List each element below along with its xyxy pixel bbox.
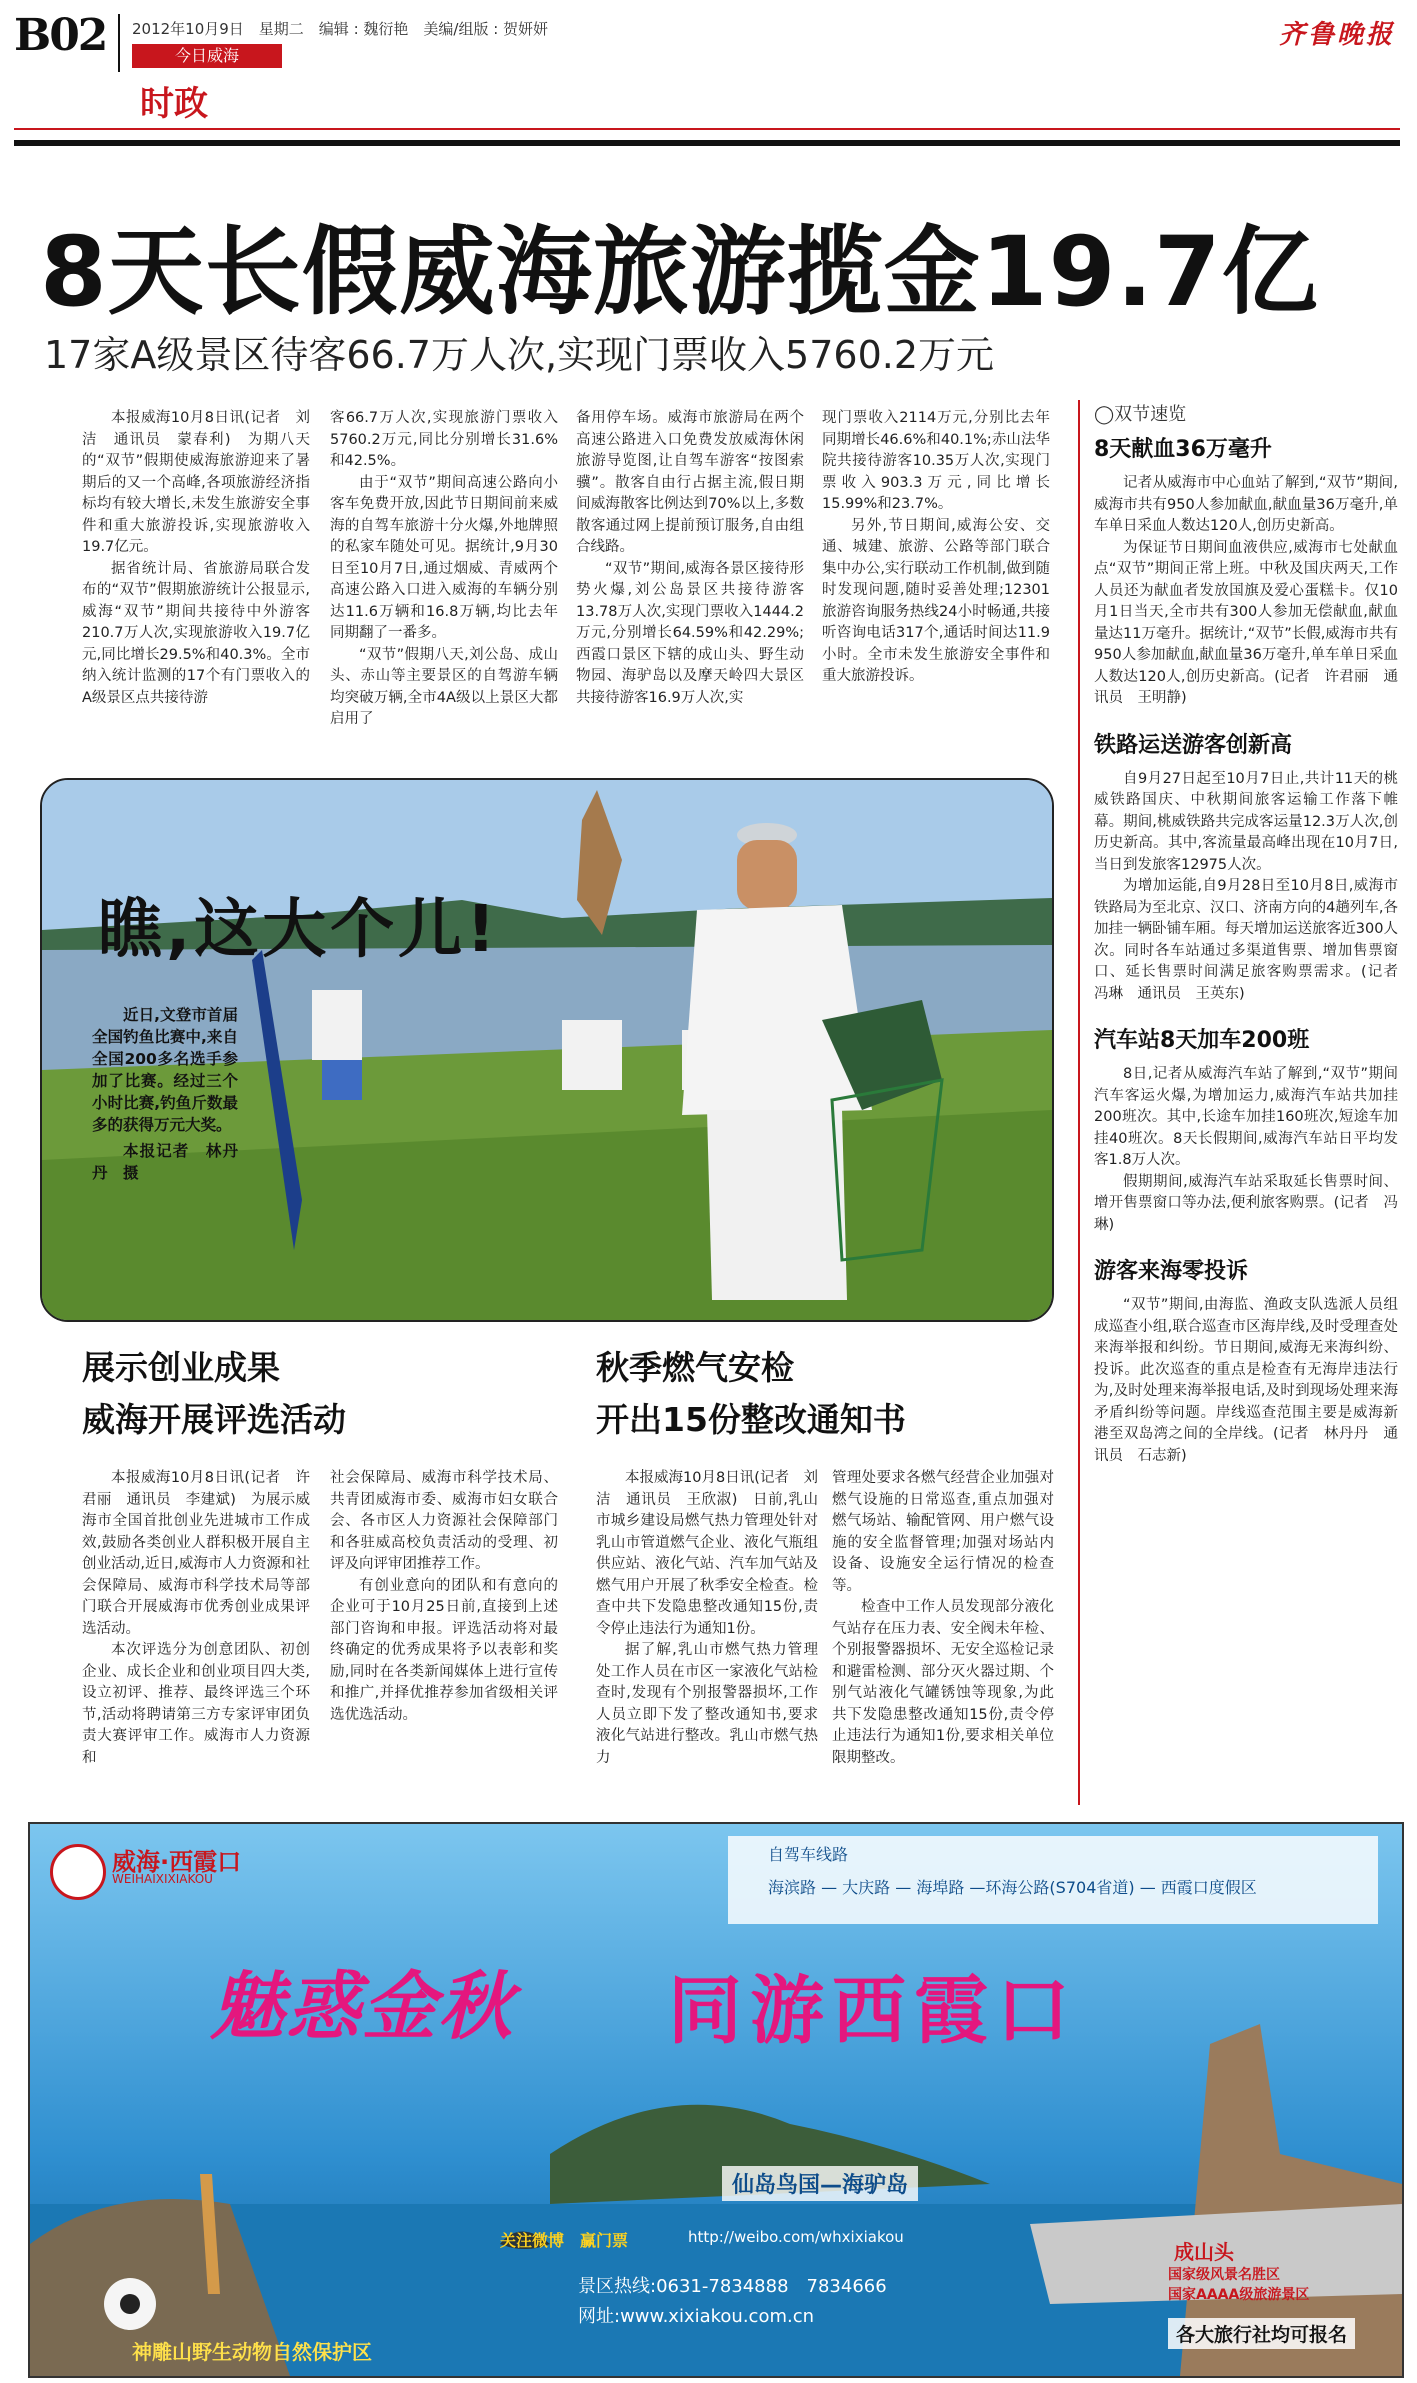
story-b-title-line-2: 开出15份整改通知书 — [596, 1400, 906, 1439]
header-rule — [14, 140, 1400, 146]
brief-text — [1094, 473, 1398, 710]
paragraph: 社会保障局、威海市科学技术局、共青团威海市委、威海市妇女联合会、各市区人力资源社会保障部门和各驻威高校负责活动的受理、初评及向评审团推荐工作。 — [330, 1470, 558, 1572]
photo-caption — [92, 1004, 238, 1184]
brief-title: 铁路运送游客创新高 — [1094, 732, 1293, 758]
brief-title: 游客来海零投诉 — [1094, 1259, 1249, 1284]
ad-agencies: 各大旅行社均可报名 — [1168, 2318, 1355, 2349]
ad-brand-block — [50, 1840, 340, 1896]
ad-slogan-2: 同游西霞口 — [668, 1968, 1078, 2054]
lead-column-3 — [576, 408, 804, 709]
brief-text — [1094, 769, 1413, 1006]
paragraph: “双节”假期八天,刘公岛、成山头、赤山等主要景区的自驾游车辆均突破万辆,全市4A级以上景区大都启用了 — [330, 646, 558, 727]
ad-route-text: 海滨路 — 大庆路 — 海埠路 —环海公路(S704省道) — 西霞口度假区 — [768, 1878, 1257, 1897]
ad-chengshan-line-1: 国家级风景名胜区 — [1168, 2267, 1280, 2283]
brief-title: 8天献血36万毫升 — [1094, 437, 1272, 462]
paragraph: “双节”期间,由海监、渔政支队选派人员组成巡查小组,联合巡查市区海岸线,及时受理查处来海举报和纠纷。节日期间,威海无来海纠纷、投诉。此次巡查的重点是检查有无海岸违法行为,及时处理来海举报电话,及时到现场处理来海矛盾纠纷等问题。岸线巡查范围主要是威海新港至双岛湾之间的全岸线。(记者 林丹丹 通讯员 石志新) — [1094, 1297, 1398, 1464]
paragraph: 为保证节日期间血液供应,威海市七处献血点“双节”期间正常上班。中秋及国庆两天,工作人员还为献血者发放国旗及爱心蛋糕卡。仅10月1日当天,全市共有300人参加无偿献血,献血量达11万毫升。据统计,“双节”长假,威海市共有950人参加献血,献血量36万毫升,单车单日采血人数达120人,创历史新高。(记者 许君丽 通讯员 王明静) — [1094, 539, 1398, 706]
ad-weibo-label: 关注微博 赢门票 — [500, 2231, 629, 2250]
xixiakou-logo-icon — [50, 1844, 106, 1900]
ad-chengshan-line-2: 国家AAAA级旅游景区 — [1168, 2287, 1310, 2303]
brief-item — [1080, 728, 1413, 1006]
story-b-title — [596, 1342, 906, 1446]
paragraph: 本报威海10月8日讯(记者 许君丽 通讯员 李建斌) 为展示威海市全国首批创业先进城市工作成效,鼓励各类创业人群积极开展自主创业活动,近日,威海市人力资源和社会保障局、威海市科学技术局等部门联合开展威海市优秀创业成果评选活动。 — [82, 1470, 310, 1637]
ad-chengshan: 成山头 — [1174, 2240, 1234, 2264]
edition-meta: 2012年10月9日 星期二 编辑 : 魏衍艳 美编/组版 : 贺妍妍 — [132, 20, 549, 38]
story-b-column-2 — [832, 1468, 1054, 1769]
story-a-column-1 — [82, 1468, 310, 1769]
paragraph: 本报威海10月8日讯(记者 刘洁 通讯员 王欣淑) 日前,乳山市城乡建设局燃气热力管理处针对乳山市管道燃气企业、液化气瓶组供应站、液化气站、汽车加气站及燃气用户开展了秋季安全检查。检查中共下发隐患整改通知15份,责令停止违法行为通知1份。 — [596, 1470, 818, 1637]
news-brief-rail — [1078, 400, 1413, 1805]
story-a-title — [82, 1342, 346, 1446]
paragraph: 另外,节日期间,威海公安、交通、城建、旅游、公路等部门联合集中办公,实行联动工作机制,做到随时发现问题,随时妥善处理;12301旅游咨询服务热线24小时畅通,共接听咨询电话317个,通话时间达11.9小时。全市未发生旅游安全事件和重大旅游投诉。 — [822, 517, 1050, 684]
brief-item — [1080, 432, 1398, 710]
brief-text — [1094, 1064, 1398, 1236]
paragraph: 自9月27日起至10月7日止,共计11天的桃威铁路国庆、中秋期间旅客运输工作落下帷幕。期间,桃威铁路共完成客运量12.3万人次,创历史新高。其中,客流量最高峰出现在10月7日,当日到发旅客12975人次。 — [1094, 770, 1398, 873]
ad-brand-latin: WEIHAIXIXIAKOU — [112, 1872, 213, 1886]
photo-credit: 本报记者 林丹丹 摄 — [92, 1142, 238, 1182]
ad-route-title: 自驾车线路 — [768, 1845, 849, 1864]
story-a-title-line-2: 威海开展评选活动 — [82, 1400, 346, 1439]
lead-column-2 — [330, 408, 558, 731]
ad-weibo-link[interactable]: http://weibo.com/whxixiakou — [688, 2228, 904, 2246]
ad-route-box — [728, 1836, 1378, 1924]
paragraph: 现门票收入2114万元,分别比去年同期增长46.6%和40.1%;赤山法华院共接待游客10.35万人次,实现门票收入903.3万元,同比增长15.99%和23.7%。 — [822, 410, 1050, 512]
section-tag: 今日威海 — [132, 44, 282, 68]
story-a-title-line-1: 展示创业成果 — [82, 1348, 280, 1387]
story-a-column-2 — [330, 1468, 558, 1726]
brief-item — [1080, 1023, 1398, 1236]
paragraph: 为增加运能,自9月28日至10月8日,威海市铁路局为至北京、汉口、济南方向的4趟列车,各加挂一辆卧铺车厢。每天增加运送旅客近300人次。同时各车站通过多渠道售票、增加售票窗口、延长售票时间满足旅客购票需求。(记者 冯琳 通讯员 王英东) — [1094, 878, 1413, 1002]
ad-website[interactable]: 网址:www.xixiakou.com.cn — [578, 2306, 815, 2327]
section-name: 时政 — [140, 84, 208, 124]
story-b-column-1 — [596, 1468, 818, 1769]
ad-island: 仙岛鸟国—海驴岛 — [722, 2166, 918, 2201]
paragraph: “双节”期间,威海各景区接待形势火爆,刘公岛景区共接待游客13.78万人次,实现门票收入1444.2万元,分别增长64.59%和42.29%;西霞口景区下辖的成山头、野生动物园、海驴岛以及摩天岭四大景区共接待游客16.9万人次,实 — [576, 560, 804, 706]
paragraph: 本报威海10月8日讯(记者 刘洁 通讯员 蒙春利) 为期八天的“双节”假期使威海旅游迎来了暑期后的又一个高峰,各项旅游经济指标均有较大增长,未发生旅游安全事件和重大旅游投诉,实现旅游收入19.7亿元。 — [82, 410, 310, 555]
paragraph: 据了解,乳山市燃气热力管理处工作人员在市区一家液化气站检查时,发现有个别报警器损坏,工作人员立即下发了整改通知书,要求液化气站进行整改。乳山市燃气热力 — [596, 1642, 818, 1766]
header-divider — [118, 14, 120, 72]
brief-item — [1080, 1254, 1398, 1467]
rail-heading: ◯双节速览 — [1094, 404, 1187, 425]
lead-subhead: 17家A级景区待客66.7万人次,实现门票收入5760.2万元 — [44, 333, 995, 377]
paragraph: 本次评选分为创意团队、初创企业、成长企业和创业项目四大类,设立初评、推荐、最终评选三个环节,活动将聘请第三方专家评审团负责大赛评审工作。威海市人力资源和 — [82, 1642, 310, 1766]
lead-column-4 — [822, 408, 1050, 688]
header-rule-red — [14, 128, 1400, 130]
paragraph: 8日,记者从威海汽车站了解到,“双节”期间汽车客运火爆,为增加运力,威海汽车站共加挂200班次。其中,长途车加挂160班次,短途车加挂40班次。8天长假期间,威海汽车站日平均发客1.8万人次。 — [1094, 1066, 1398, 1168]
lead-headline: 8天长假威海旅游揽金19.7亿 — [40, 216, 1319, 328]
lead-column-1 — [82, 408, 310, 709]
ad-brand-name: 威海·西霞口 — [112, 1848, 242, 1876]
paragraph: 假期期间,威海汽车站采取延长售票时间、增开售票窗口等办法,便利旅客购票。(记者 冯琳) — [1094, 1173, 1398, 1233]
ad-hotline: 景区热线:0631-7834888 7834666 — [578, 2276, 887, 2297]
ad-slogan-1: 魅惑金秋 — [210, 1964, 514, 2050]
paragraph: 管理处要求各燃气经营企业加强对燃气设施的日常巡查,重点加强对燃气场站、输配管网、用户燃气设施的安全监督管理;加强对场站内设备、设施安全运行情况的检查等。 — [832, 1470, 1054, 1594]
paragraph: 客66.7万人次,实现旅游门票收入5760.2万元,同比分别增长31.6%和42.5%。 — [330, 410, 558, 469]
paragraph: 记者从威海市中心血站了解到,“双节”期间,威海市共有950人参加献血,献血量36万毫升,单车单日采血人数达120人,创历史新高。 — [1094, 475, 1398, 534]
paragraph: 由于“双节”期间高速公路向小客车免费开放,因此节日期间前来威海的自驾车旅游十分火爆,外地牌照的私家车随处可见。据统计,9月30日至10月7日,通过烟威、青威两个高速公路入口进入威海的车辆分别达11.6万辆和16.8万辆,均比去年同期翻了一番多。 — [330, 474, 558, 641]
paragraph: 有创业意向的团队和有意向的企业可于10月25日前,直接到上述部门咨询和申报。评选活动将对最终确定的优秀成果将予以表彰和奖励,同时在各类新闻媒体上进行宣传和推广,并择优推荐参加省级相关评选优选活动。 — [330, 1577, 558, 1723]
brief-text — [1094, 1295, 1398, 1467]
paragraph: 据省统计局、省旅游局联合发布的“双节”假期旅游统计公报显示,威海“双节”期间共接待中外游客210.7万人次,实现旅游收入19.7亿元,同比增长29.5%和40.3%。全市纳入统计监测的17个有门票收入的A级景区点共接待游 — [82, 560, 310, 706]
brief-title: 汽车站8天加车200班 — [1094, 1028, 1310, 1053]
page-number: B02 — [14, 10, 107, 61]
story-b-title-line-1: 秋季燃气安检 — [596, 1348, 794, 1387]
ad-shendiao: 神雕山野生动物自然保护区 — [132, 2340, 372, 2364]
caption-text: 近日,文登市首届全国钓鱼比赛中,来自全国200多名选手参加了比赛。经过三个小时比赛,钓鱼斤数最多的获得万元大奖。 — [92, 1006, 238, 1134]
paragraph: 备用停车场。威海市旅游局在两个高速公路进入口免费发放威海休闲旅游导览图,让自驾车游客“按图索骥”。散客自由行占据主流,假日期间威海散客比例达到70%以上,多数散客通过网上提前预订服务,自由组合线路。 — [576, 410, 804, 555]
paragraph: 检查中工作人员发现部分液化气站存在压力表、安全阀未年检、个别报警器损坏、无安全巡检记录和避雷检测、部分灭火器过期、个别气站液化气罐锈蚀等现象,为此共下发隐患整改通知15份,责令停止违法行为通知1份,要求相关单位限期整改。 — [832, 1599, 1054, 1766]
photo-title: 瞧,这大个儿! — [98, 893, 500, 967]
newspaper-brand: 齐鲁晚报 — [1278, 20, 1395, 50]
